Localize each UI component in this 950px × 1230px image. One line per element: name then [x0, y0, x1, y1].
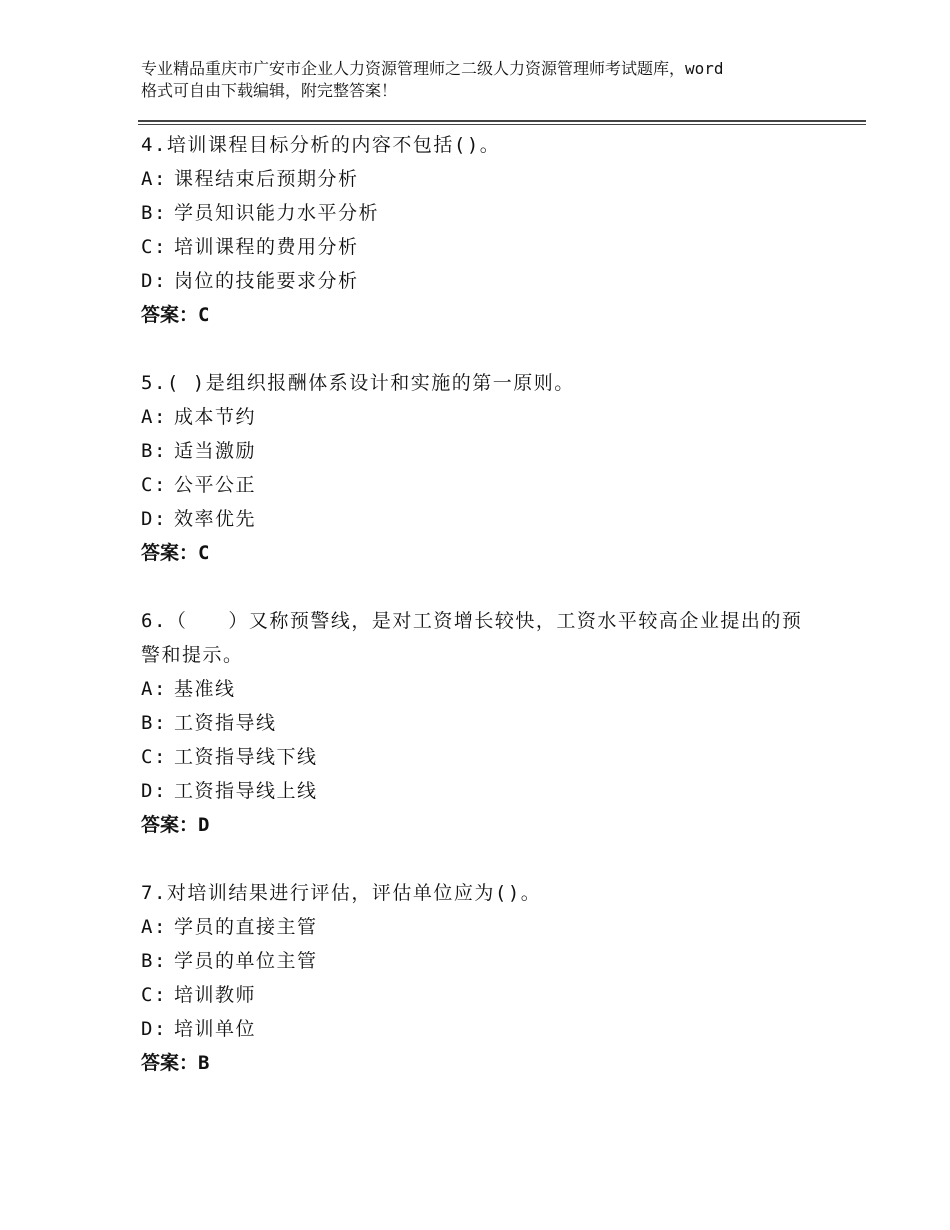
option-a — [141, 672, 821, 706]
option-key: A: — [141, 916, 167, 938]
option-text: 成本节约 — [174, 406, 257, 428]
option-d — [141, 1012, 821, 1046]
header-line-1: 专业精品重庆市广安市企业人力资源管理师之二级人力资源管理师考试题库，word — [141, 59, 724, 78]
option-key: B: — [141, 712, 167, 734]
option-a — [141, 400, 821, 434]
option-key: D: — [141, 780, 167, 802]
option-text: 工资指导线上线 — [174, 780, 318, 802]
option-key: C: — [141, 474, 167, 496]
option-key: A: — [141, 678, 167, 700]
answer-line — [141, 1046, 821, 1080]
option-c — [141, 230, 821, 264]
option-a — [141, 162, 821, 196]
option-b — [141, 944, 821, 978]
question-5 — [141, 366, 821, 570]
option-c — [141, 978, 821, 1012]
option-c — [141, 468, 821, 502]
option-text: 岗位的技能要求分析 — [174, 270, 359, 292]
question-stem: 5.( )是组织报酬体系设计和实施的第一原则。 — [141, 372, 575, 394]
option-key: B: — [141, 202, 167, 224]
answer-value: C — [198, 304, 210, 326]
option-text: 课程结束后预期分析 — [174, 168, 359, 190]
option-a — [141, 910, 821, 944]
answer-line — [141, 298, 821, 332]
option-key: D: — [141, 270, 167, 292]
option-text: 培训教师 — [174, 984, 257, 1006]
header-divider-thick — [138, 120, 866, 122]
option-key: D: — [141, 508, 167, 530]
option-text: 适当激励 — [174, 440, 257, 462]
answer-line — [141, 536, 821, 570]
option-key: C: — [141, 984, 167, 1006]
option-text: 学员的直接主管 — [174, 916, 318, 938]
option-text: 工资指导线 — [174, 712, 277, 734]
option-key: B: — [141, 440, 167, 462]
answer-label: 答案： — [141, 814, 199, 836]
option-key: A: — [141, 406, 167, 428]
option-b — [141, 196, 821, 230]
option-key: A: — [141, 168, 167, 190]
option-d — [141, 502, 821, 536]
option-text: 基准线 — [174, 678, 236, 700]
question-stem: 4.培训课程目标分析的内容不包括()。 — [141, 134, 501, 156]
option-b — [141, 434, 821, 468]
option-text: 工资指导线下线 — [174, 746, 318, 768]
question-7 — [141, 876, 821, 1080]
question-stem: 7.对培训结果进行评估，评估单位应为()。 — [141, 882, 542, 904]
option-text: 学员的单位主管 — [174, 950, 318, 972]
option-text: 公平公正 — [174, 474, 257, 496]
option-key: D: — [141, 1018, 167, 1040]
answer-line — [141, 808, 821, 842]
question-6 — [141, 604, 821, 842]
answer-label: 答案： — [141, 1052, 199, 1074]
answer-value: C — [198, 542, 210, 564]
option-text: 培训课程的费用分析 — [174, 236, 359, 258]
option-c — [141, 740, 821, 774]
question-4 — [141, 128, 821, 332]
option-b — [141, 706, 821, 740]
header-line-2: 格式可自由下载编辑，附完整答案！ — [141, 81, 398, 100]
option-key: C: — [141, 746, 167, 768]
option-d — [141, 774, 821, 808]
answer-value: B — [198, 1052, 210, 1074]
answer-label: 答案： — [141, 542, 199, 564]
document-header — [141, 58, 861, 102]
header-divider-thin — [138, 124, 866, 125]
option-text: 学员知识能力水平分析 — [174, 202, 380, 224]
option-key: B: — [141, 950, 167, 972]
answer-value: D — [198, 814, 210, 836]
option-key: C: — [141, 236, 167, 258]
question-stem: 6.（ ）又称预警线，是对工资增长较快，工资水平较高企业提出的预警和提示。 — [141, 610, 803, 666]
answer-label: 答案： — [141, 304, 199, 326]
option-text: 效率优先 — [174, 508, 257, 530]
option-text: 培训单位 — [174, 1018, 257, 1040]
question-list — [141, 128, 821, 1114]
option-d — [141, 264, 821, 298]
